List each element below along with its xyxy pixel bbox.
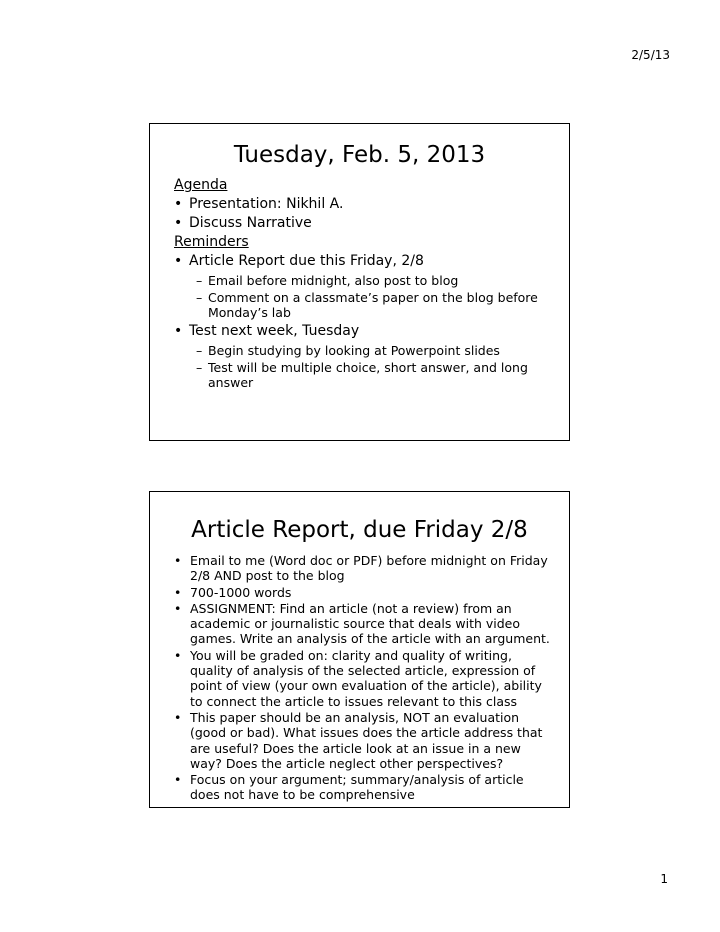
reminders-label: Reminders [174, 234, 249, 250]
assignment-bullet: • 700-1000 words [174, 585, 555, 600]
slide-article-report [149, 491, 570, 808]
slide-body [150, 170, 569, 390]
slide-body [150, 545, 569, 803]
slide-title: Tuesday, Feb. 5, 2013 [233, 142, 486, 168]
agenda-item: • Presentation: Nikhil A. [174, 195, 553, 214]
assignment-bullet: • ASSIGNMENT: Find an article (not a review) from an academic or journalistic source that deals with video games. Write an analysis of the article with an argument. [174, 601, 555, 647]
reminders-list [174, 252, 553, 390]
assignment-list [174, 553, 555, 803]
page-date: 2/5/13 [631, 48, 670, 62]
page-number: 1 [660, 872, 668, 886]
agenda-label: Agenda [174, 177, 228, 193]
reminder-item: • Test next week, Tuesday [174, 322, 553, 341]
reminder-subitem: – Test will be multiple choice, short answer, and long answer [174, 360, 553, 390]
assignment-bullet: • Focus on your argument; summary/analysis of article does not have to be comprehensive [174, 772, 555, 803]
assignment-bullet: • Email to me (Word doc or PDF) before midnight on Friday 2/8 AND post to the blog [174, 553, 555, 584]
slide-agenda [149, 123, 570, 441]
agenda-item: • Discuss Narrative [174, 214, 553, 233]
reminder-subitem: – Email before midnight, also post to blog [174, 273, 553, 288]
assignment-bullet: • This paper should be an analysis, NOT an evaluation (good or bad). What issues does the article address that are useful? Does the article look at an issue in a new way? Does the article neglect other perspectives? [174, 710, 555, 771]
assignment-bullet: • You will be graded on: clarity and quality of writing, quality of analysis of the selected article, expression of point of view (your own evaluation of the article), ability to connect the article to issues relevant to this class [174, 648, 555, 709]
reminder-subitem: – Comment on a classmate’s paper on the blog before Monday’s lab [174, 290, 553, 320]
slide-title: Article Report, due Friday 2/8 [191, 517, 528, 543]
agenda-list [174, 195, 553, 233]
reminder-item: • Article Report due this Friday, 2/8 [174, 252, 553, 271]
reminder-subitem: – Begin studying by looking at Powerpoint slides [174, 343, 553, 358]
